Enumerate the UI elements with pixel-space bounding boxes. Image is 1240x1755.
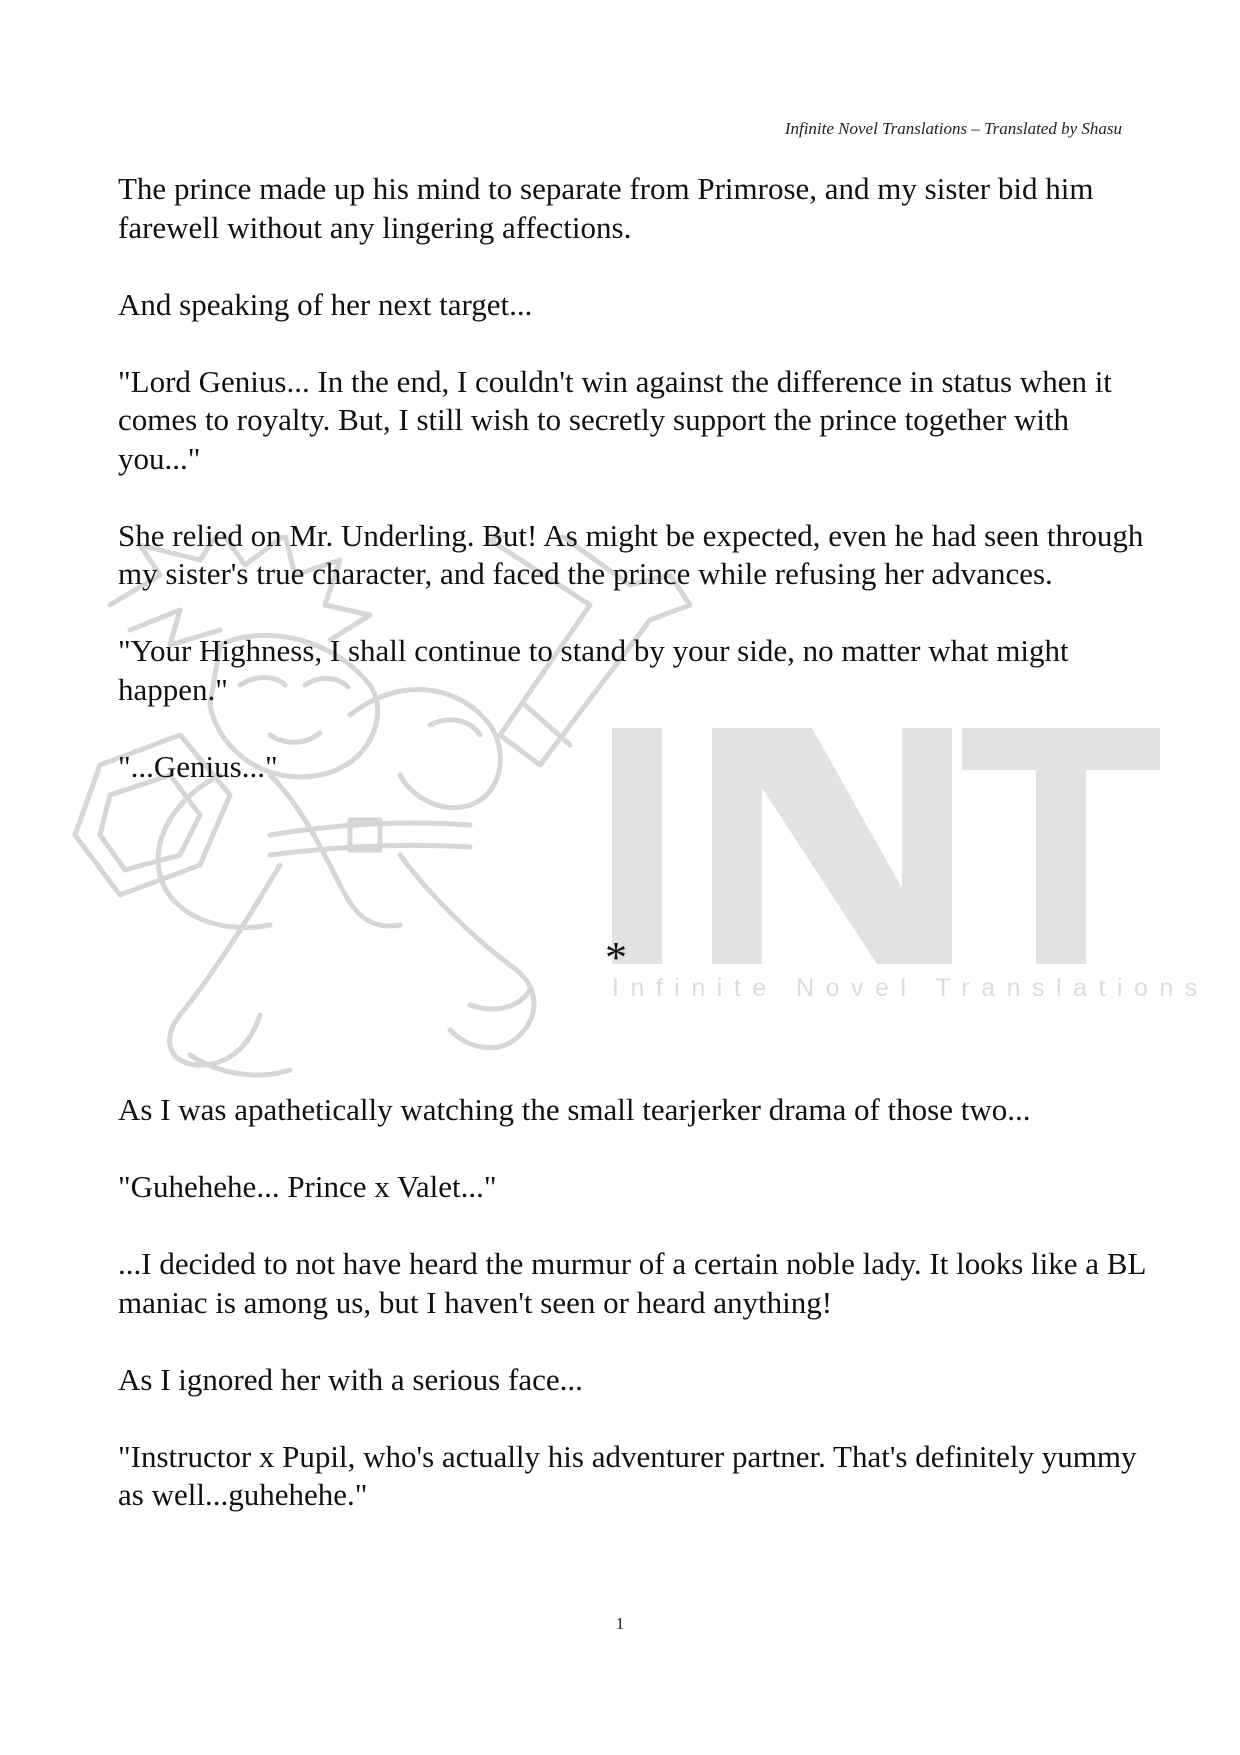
paragraph: "Instructor x Pupil, who's actually his adventurer partner. That's definitely yummy as well...guhehehe." [118,1438,1137,1512]
paragraph: As I was apathetically watching the small tearjerker drama of those two... [118,1092,1031,1127]
story-text-lower [118,1091,1148,1553]
paragraph: "Your Highness, I shall continue to stand by your side, no matter what might happen." [118,633,1069,707]
paragraph: ...I decided to not have heard the murmur of a certain noble lady. It looks like a BL maniac is among us, but I haven't seen or heard anything! [118,1246,1146,1320]
paragraph: "...Genius..." [118,748,278,784]
paragraph: "Lord Genius... In the end, I couldn't win against the difference in status when it comes to royalty. But, I still wish to secretly support the prince together with you..." [118,363,1112,476]
paragraph: "Guhehehe... Prince x Valet..." [118,1169,497,1204]
page-number: 1 [615,1614,625,1633]
page-header: Infinite Novel Translations – Translated by Shasu [784,119,1122,138]
scene-separator: * [605,933,627,982]
paragraph: She relied on Mr. Underling. But! As might be expected, even he had seen through my sister's true character, and faced the prince while refusing her advances. [118,517,1144,591]
watermark-subtitle: Infinite Novel Translations [612,974,1209,1002]
paragraph: As I ignored her with a serious face... [118,1361,583,1397]
story-text-upper [118,170,1148,825]
paragraph: The prince made up his mind to separate from Primrose, and my sister bid him farewell without any lingering affections. [118,171,1094,245]
paragraph: And speaking of her next target... [118,286,533,322]
